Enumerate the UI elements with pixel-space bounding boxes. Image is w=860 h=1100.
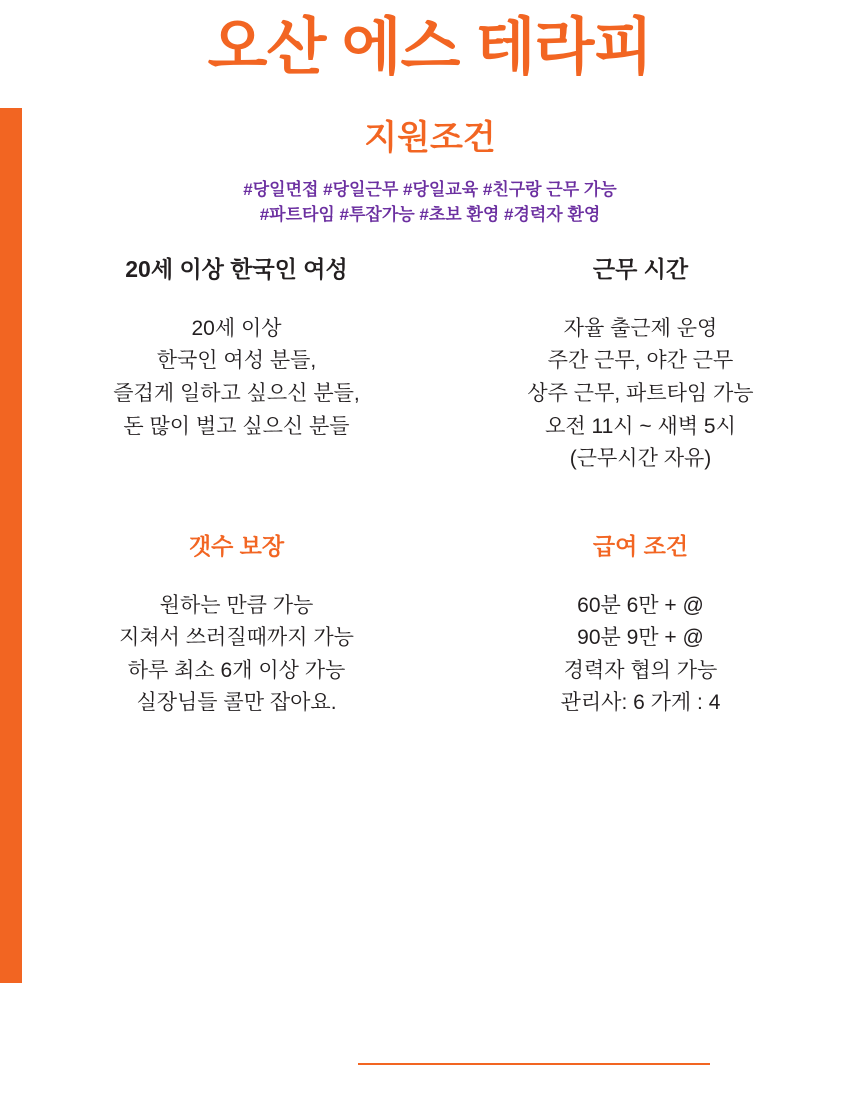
section-body-line: 60분 6만 + @ <box>577 593 704 617</box>
page-title: 오산 에스 테라피 <box>207 13 653 82</box>
section-body-line: 돈 많이 벌고 싶으신 분들 <box>123 414 350 438</box>
conditions-row-1 <box>22 255 860 476</box>
section-body-line: 하루 최소 6개 이상 가능 <box>127 658 346 682</box>
section-body-line: 관리사: 6 가게 : 4 <box>560 691 721 715</box>
section-body-line: 원하는 만큼 가능 <box>159 593 314 617</box>
section-heading: 급여 조건 <box>592 532 689 559</box>
left-accent-bar <box>0 108 22 983</box>
section-heading: 20세 이상 한국인 여성 <box>125 256 348 282</box>
hashtag-line-2: #파트타임 #투잡가능 #초보 환영 #경력자 환영 <box>259 204 601 224</box>
hashtag-block <box>0 178 860 227</box>
section-heading: 근무 시간 <box>592 256 689 282</box>
section-body-line: 자율 출근제 운영 <box>563 316 718 340</box>
conditions-grid <box>22 255 860 720</box>
section-body-line: 한국인 여성 분들, <box>156 349 317 373</box>
section-pay-conditions <box>441 532 860 720</box>
section-body <box>441 313 840 476</box>
section-working-hours <box>441 255 860 476</box>
section-body-line: 지쳐서 쓰러질때까지 가능 <box>119 626 354 650</box>
section-age-requirement <box>22 255 441 476</box>
page-subtitle: 지원조건 <box>364 119 496 157</box>
section-body-line: (근무시간 자유) <box>569 447 712 471</box>
section-body-line: 즐겁게 일하고 싶으신 분들, <box>113 381 360 405</box>
section-body-line: 실장님들 콜만 잡아요. <box>136 691 337 715</box>
section-body <box>441 590 840 720</box>
section-body-line: 주간 근무, 야간 근무 <box>547 349 734 373</box>
section-heading: 갯수 보장 <box>188 532 285 559</box>
section-count-guarantee <box>22 532 441 720</box>
hashtag-line-1: #당일면접 #당일근무 #당일교육 #친구랑 근무 가능 <box>243 180 617 199</box>
section-body <box>32 313 441 443</box>
section-body-line: 상주 근무, 파트타임 가능 <box>527 381 754 405</box>
section-body-line: 오전 11시 ~ 새벽 5시 <box>545 414 736 438</box>
section-body-line: 경력자 협의 가능 <box>563 658 718 682</box>
section-body-line: 90분 9만 + @ <box>577 626 704 650</box>
section-body-line: 20세 이상 <box>191 316 282 340</box>
conditions-row-2 <box>22 532 860 720</box>
bottom-divider <box>358 1063 710 1065</box>
section-body <box>32 590 441 720</box>
